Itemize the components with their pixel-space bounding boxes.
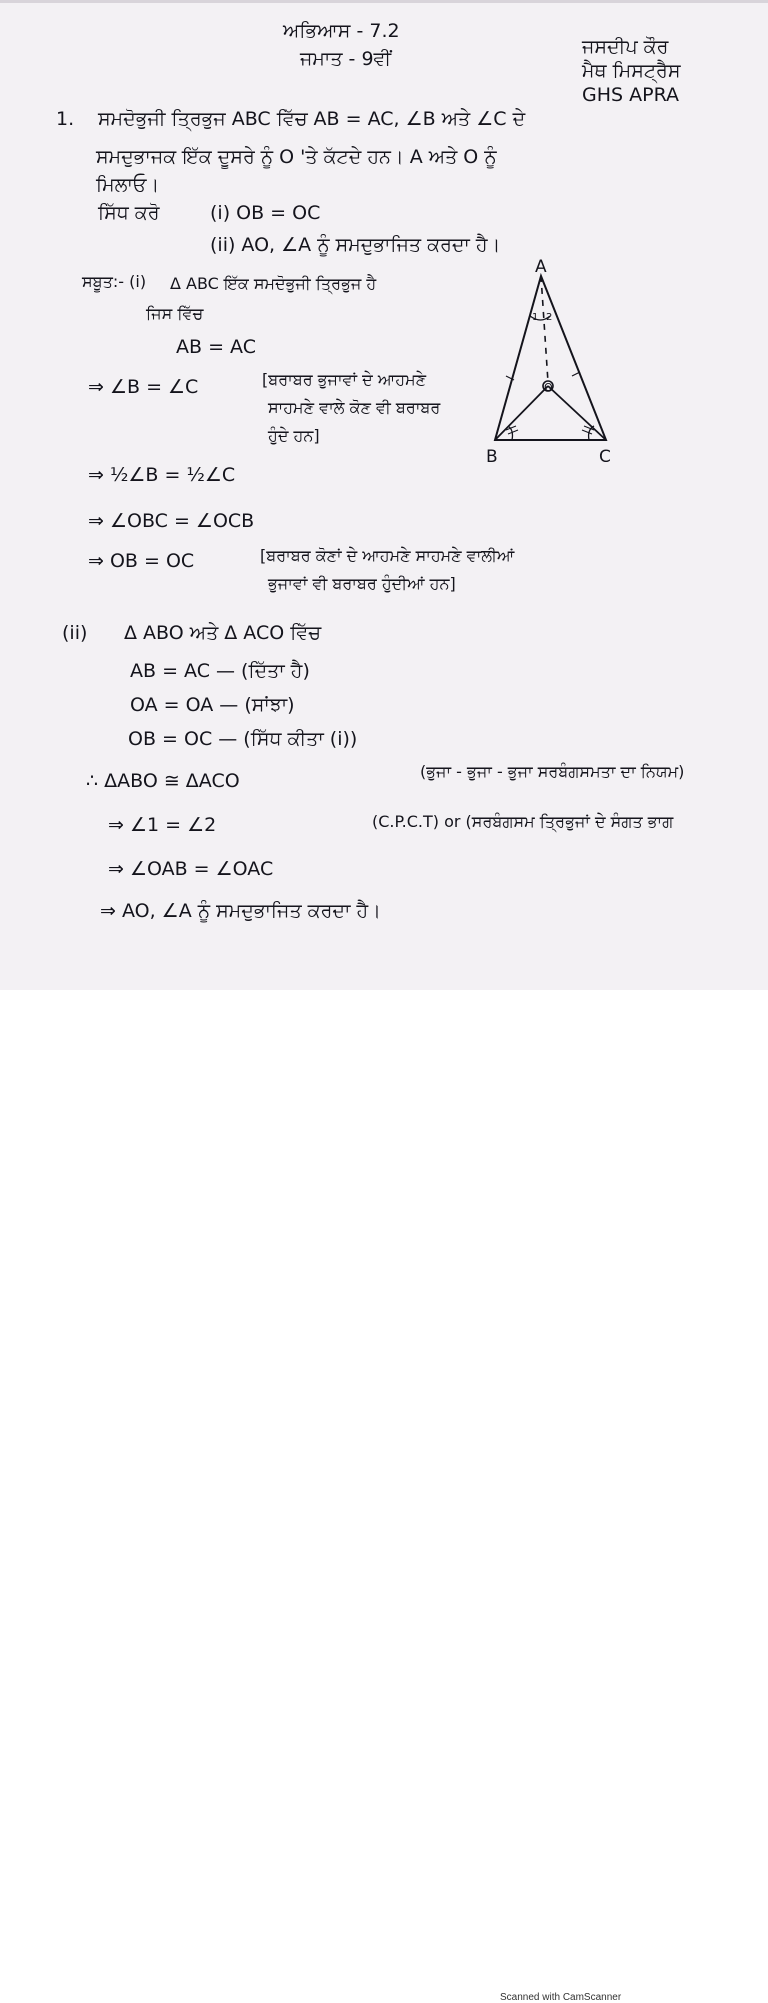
part2-label: (ii) [62,622,88,644]
teacher-name: ਜਸਦੀਪ ਕੌਰ [582,36,669,58]
solution-label: ਸਬੂਤ:- (i) [82,272,147,291]
vertex-c-label: C [599,447,611,467]
angle-1-label: 1 [532,312,539,323]
solution-step-1a: Δ ABC ਇੱਕ ਸਮਦੋਭੁਜੀ ਤ੍ਰਿਭੁਜ ਹੈ [170,274,377,293]
question-line-3: ਮਿਲਾਓ। [96,174,160,196]
solution-reason-3a: [ਬਰਾਬਰ ਭੁਜਾਵਾਂ ਦੇ ਆਹਮਣੇ [262,370,427,389]
solution-reason-3b: ਸਾਹਮਣੇ ਵਾਲੇ ਕੋਣ ਵੀ ਬਰਾਬਰ [268,398,441,417]
prove-part-1: (i) OB = OC [210,202,321,224]
solution-step-2: AB = AC [176,336,256,358]
notebook-page [0,0,768,990]
angle-c-mark-2 [582,430,592,434]
part2-congruence-reason: (ਭੁਜਾ - ਭੁਜਾ - ਭੁਜਾ ਸਰਬੰਗਸਮਤਾ ਦਾ ਨਿਯਮ) [420,762,685,781]
solution-step-3: ⇒ ∠B = ∠C [88,376,199,398]
bisector-co [548,386,606,440]
angle-2-label: 2 [546,312,553,323]
question-number: 1. [56,108,75,130]
teacher-subject: ਮੈਥ ਮਿਸਟ੍ਰੈਸ [582,60,681,82]
part2-oab: ⇒ ∠OAB = ∠OAC [108,858,274,880]
part2-heading: Δ ABO ਅਤੇ Δ ACO ਵਿੱਚ [124,622,322,644]
footer [0,990,768,2003]
scanner-watermark: Scanned with CamScanner [500,1992,622,2003]
part2-angles: ⇒ ∠1 = ∠2 [108,814,217,836]
exercise-title: ਅਭਿਆਸ - 7.2 [283,20,400,42]
triangle-abc [495,276,606,440]
page-edge [0,0,768,3]
part2-row-2: OA = OA — (ਸਾਂਝਾ) [130,694,295,716]
part2-conclusion: ⇒ AO, ∠A ਨੂੰ ਸਮਦੁਭਾਜਿਤ ਕਰਦਾ ਹੈ। [100,900,381,922]
point-o-label: O [544,381,553,394]
part2-congruence: ∴ ΔABO ≅ ΔACO [86,770,240,792]
triangle-figure [486,258,626,468]
vertex-b-label: B [486,447,498,467]
solution-reason-3c: ਹੁੰਦੇ ਹਨ] [268,426,320,445]
part2-angles-reason: (C.P.C.T) or (ਸਰਬੰਗਸਮ ਤ੍ਰਿਭੁਜਾਂ ਦੇ ਸੰਗਤ ਭਾਗ [372,812,674,831]
question-line-1: ਸਮਦੋਭੁਜੀ ਤ੍ਰਿਭੁਜ ABC ਵਿੱਚ AB = AC, ∠B ਅਤੇ ∠C ਦੇ [98,108,526,130]
solution-step-5: ⇒ ∠OBC = ∠OCB [88,510,255,532]
part2-row-3: OB = OC — (ਸਿੱਧ ਕੀਤਾ (i)) [128,728,358,750]
prove-part-2: (ii) AO, ∠A ਨੂੰ ਸਮਦੁਭਾਜਿਤ ਕਰਦਾ ਹੈ। [210,234,501,256]
solution-reason-6b: ਭੁਜਾਵਾਂ ਵੀ ਬਰਾਬਰ ਹੁੰਦੀਆਂ ਹਨ] [268,574,456,593]
part2-row-1: AB = AC — (ਦਿੱਤਾ ਹੈ) [130,660,310,682]
solution-step-4: ⇒ ½∠B = ½∠C [88,464,236,486]
solution-reason-6a: [ਬਰਾਬਰ ਕੋਣਾਂ ਦੇ ਆਹਮਣੇ ਸਾਹਮਣੇ ਵਾਲੀਆਂ [260,546,515,565]
class-label: ਜਮਾਤ - 9ਵੀਂ [300,48,392,70]
question-line-2: ਸਮਦੁਭਾਜਕ ਇੱਕ ਦੂਸਰੇ ਨੂੰ O 'ਤੇ ਕੱਟਦੇ ਹਨ। A ਅਤੇ O ਨੂੰ [96,146,497,168]
vertex-a-label: A [535,258,547,277]
school-name: GHS APRA [582,84,679,106]
solution-step-1b: ਜਿਸ ਵਿੱਚ [146,304,204,323]
prove-label: ਸਿੱਧ ਕਰੋ [98,202,160,224]
solution-step-6: ⇒ OB = OC [88,550,195,572]
